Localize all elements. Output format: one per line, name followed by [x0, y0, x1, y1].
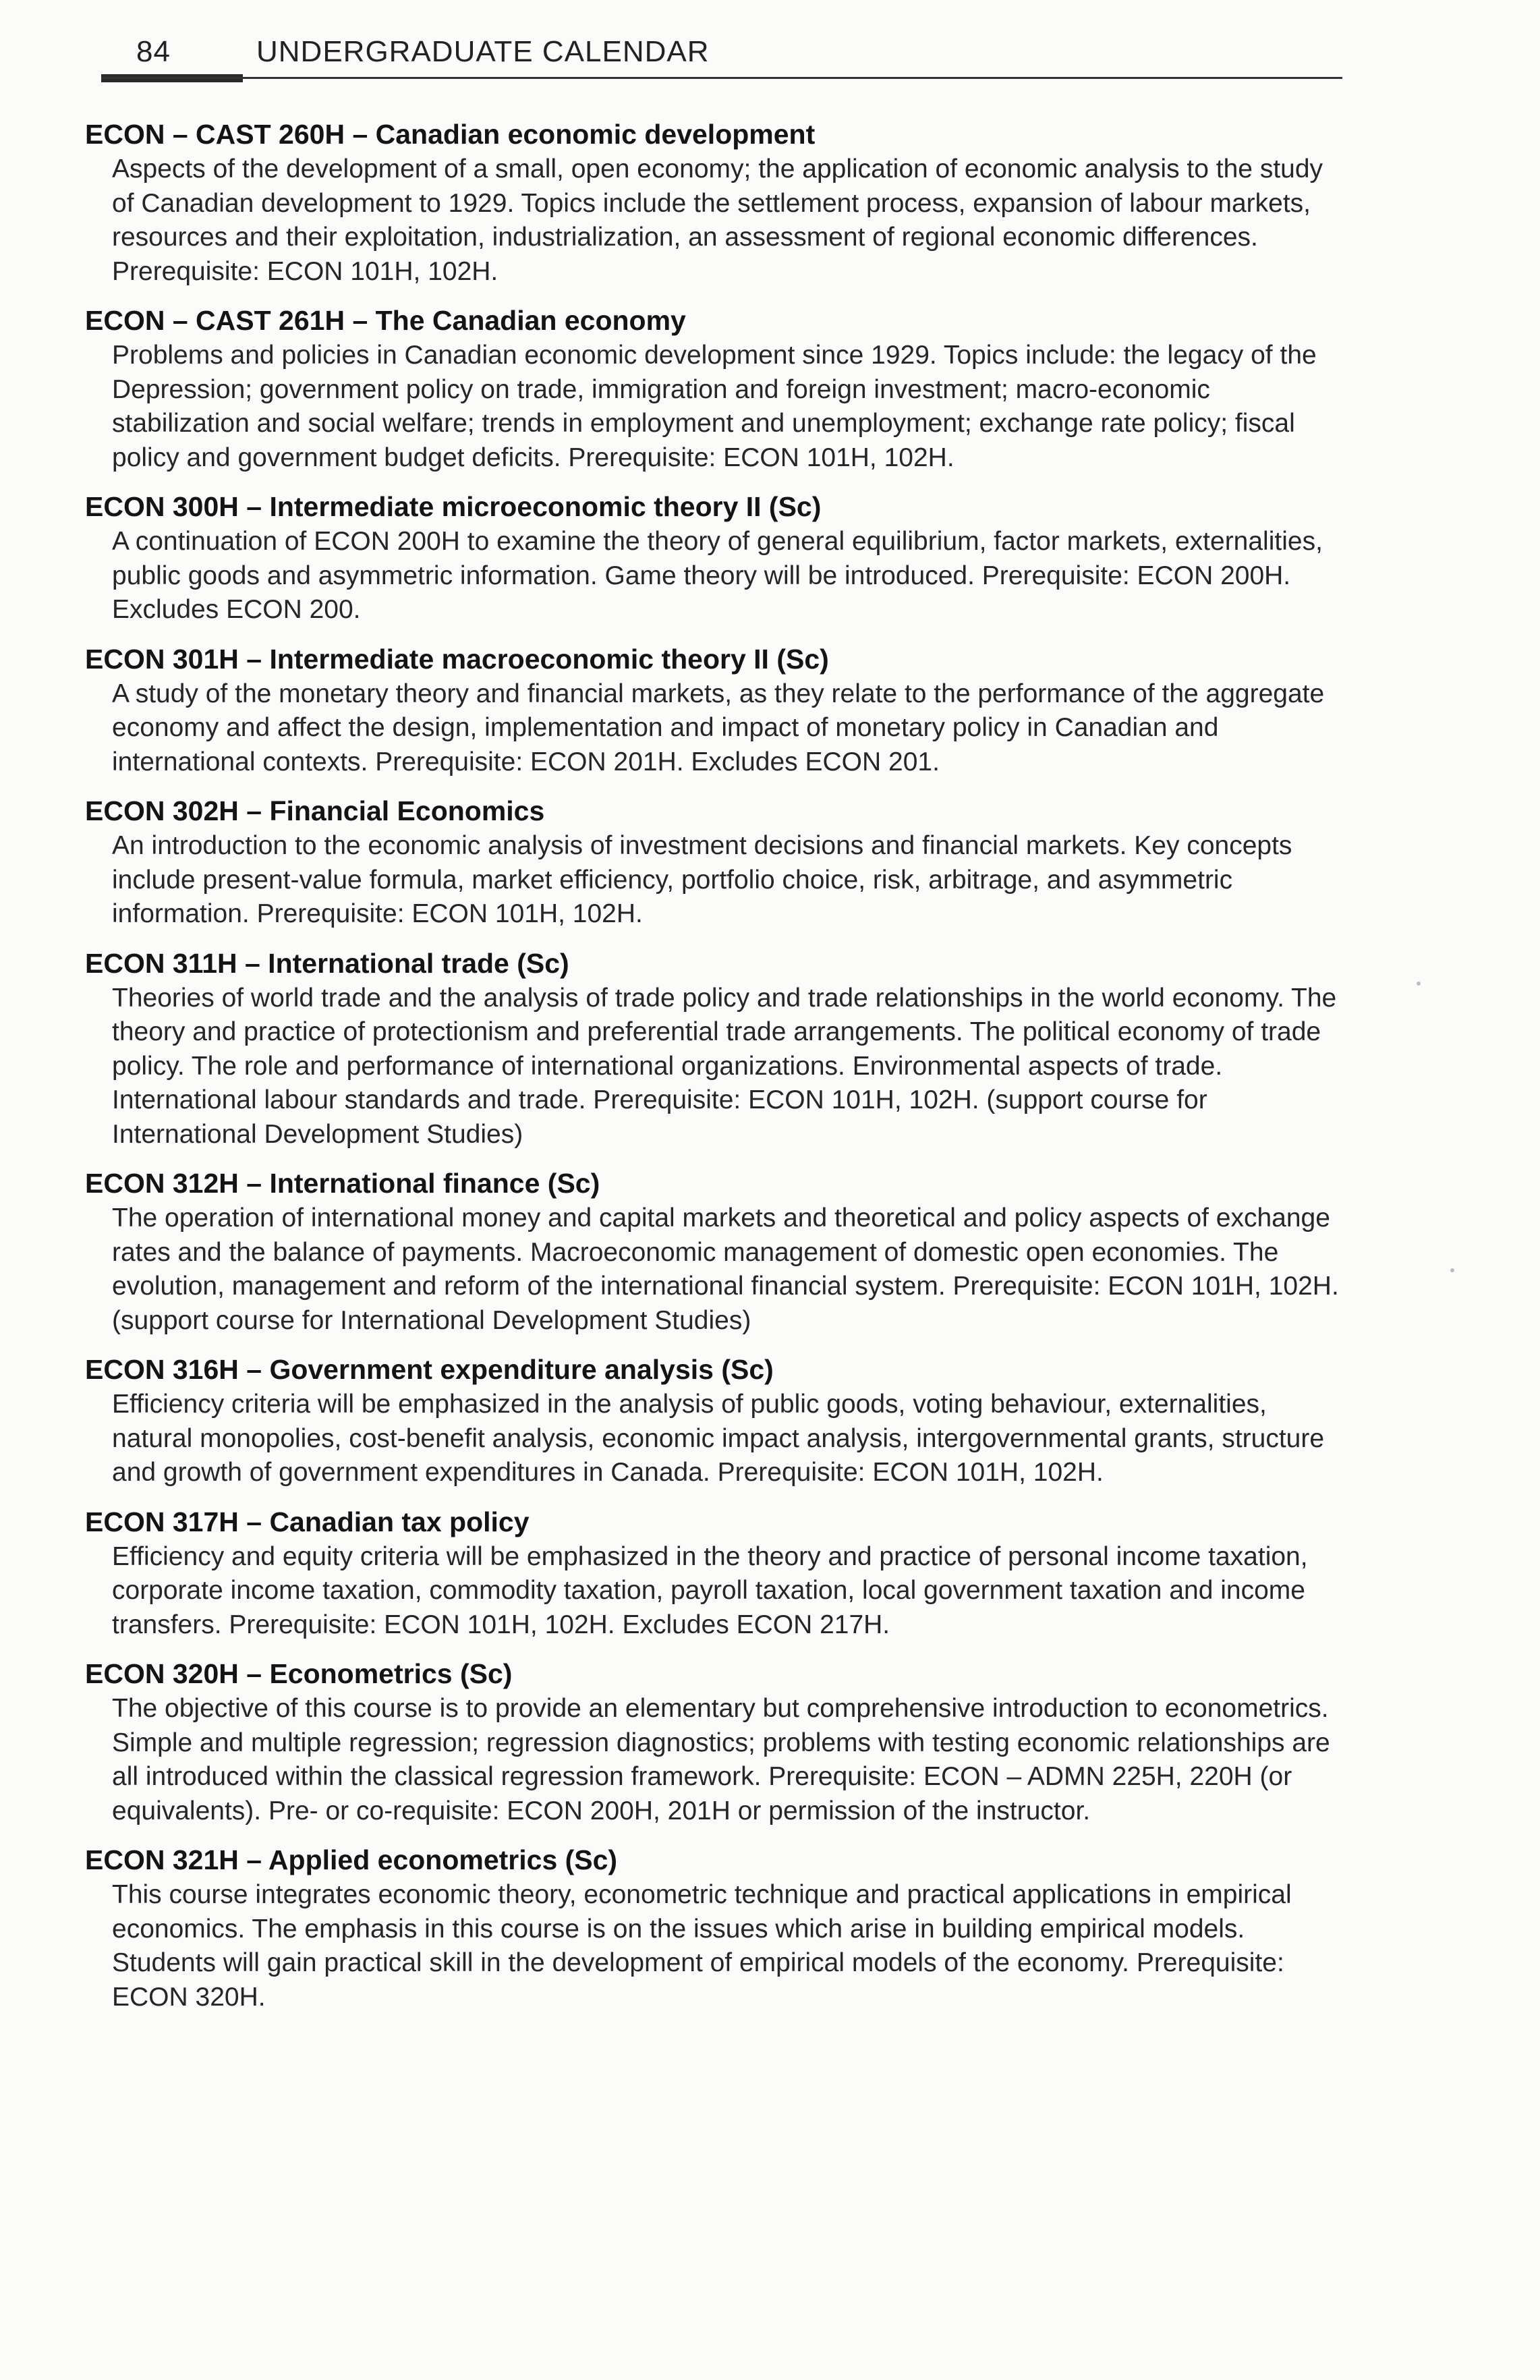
course-title: ECON – CAST 261H – The Canadian economy — [85, 305, 686, 336]
running-title: UNDERGRADUATE CALENDAR — [256, 35, 710, 68]
course-title: ECON 300H – Intermediate microeconomic theory II (Sc) — [85, 491, 822, 522]
page-number: 84 — [136, 35, 171, 68]
course-description: Efficiency and equity criteria will be emphasized in the theory and practice of personal income taxation, corporate income taxation, commodity taxation, payroll taxation, local government taxation and income transfers. Prerequisite: ECON 101H, 102H. Excludes ECON 217H. — [112, 1541, 1308, 1639]
course-title: ECON 301H – Intermediate macroeconomic theory II (Sc) — [85, 643, 829, 675]
course-list — [85, 116, 1340, 2028]
course-entry-econ-317h — [85, 1504, 1340, 1643]
course-entry-econ-cast-260h — [85, 116, 1340, 289]
course-description: Problems and policies in Canadian economic development since 1929. Topics include: the legacy of the Depression; government policy on trade, immigration and foreign investment; macro-economic stabilization and social welfare; trends in employment and unemployment; exchange rate policy; fiscal policy and government budget deficits. Prerequisite: ECON 101H, 102H. — [112, 341, 1317, 472]
course-entry-econ-311h — [85, 945, 1340, 1152]
course-description: This course integrates economic theory, econometric technique and practical applications in empirical economics. The emphasis in this course is on the issues which arise in building empirical models. Students will gain practical skill in the development of empirical models of the economy. Prerequisite: ECON 320H. — [112, 1880, 1292, 2012]
course-entry-econ-302h — [85, 793, 1340, 932]
course-entry-econ-321h — [85, 1842, 1340, 2014]
course-title: ECON – CAST 260H – Canadian economic development — [85, 119, 816, 150]
course-entry-econ-cast-261h — [85, 302, 1340, 475]
running-head — [101, 28, 1342, 82]
course-title: ECON 312H – International finance (Sc) — [85, 1168, 600, 1199]
course-description: The objective of this course is to provide an elementary but comprehensive introduction to econometrics. Simple and multiple regression; regression diagnostics; problems with testing economic relationships are all introduced within the classical regression framework. Prerequisite: ECON – ADMN 225H, 220H (or equivalents). Pre- or co-requisite: ECON 200H, 201H or permission of the instructor. — [112, 1694, 1330, 1825]
scan-speck — [1417, 982, 1421, 986]
course-title: ECON 320H – Econometrics (Sc) — [85, 1658, 513, 1689]
course-description: Aspects of the development of a small, open economy; the application of economic analysis to the study of Canadian development to 1929. Topics include the settlement process, expansion of labour markets, resources and their exploitation, industrialization, an assessment of regional economic differences. Prerequisite: ECON 101H, 102H. — [112, 154, 1323, 286]
course-title: ECON 311H – International trade (Sc) — [85, 947, 569, 979]
course-description: Efficiency criteria will be emphasized in the analysis of public goods, voting behaviour, externalities, natural monopolies, cost-benefit analysis, economic impact analysis, intergovernmental grants, structure and growth of government expenditures in Canada. Prerequisite: ECON 101H, 102H. — [112, 1390, 1325, 1487]
course-entry-econ-320h — [85, 1655, 1340, 1828]
course-description: An introduction to the economic analysis of investment decisions and financial markets. Key concepts include present-value formula, market efficiency, portfolio choice, risk, arbitrage, and asymmetric information. Prerequisite: ECON 101H, 102H. — [112, 831, 1292, 928]
course-title: ECON 316H – Government expenditure analysis (Sc) — [85, 1354, 774, 1385]
course-title: ECON 317H – Canadian tax policy — [85, 1506, 530, 1537]
course-description: Theories of world trade and the analysis of trade policy and trade relationships in the world economy. The theory and practice of protectionism and preferential trade arrangements. The political economy of trade policy. The role and performance of international organizations. Environmental aspects of trade. International labour standards and trade. Prerequisite: ECON 101H, 102H. (support course for International Development Studies) — [112, 983, 1337, 1149]
scan-speck — [1450, 1268, 1454, 1272]
course-description: A continuation of ECON 200H to examine the theory of general equilibrium, factor markets, externalities, public goods and asymmetric information. Game theory will be introduced. Prerequisite: ECON 200H. Excludes ECON 200. — [112, 527, 1323, 624]
course-entry-econ-316h — [85, 1351, 1340, 1490]
course-title: ECON 321H – Applied econometrics (Sc) — [85, 1844, 618, 1875]
course-entry-econ-301h — [85, 641, 1340, 780]
header-rule — [101, 77, 1342, 79]
course-entry-econ-300h — [85, 488, 1340, 627]
course-description: The operation of international money and capital markets and theoretical and policy aspects of exchange rates and the balance of payments. Macroeconomic management of domestic open economies. The evolution, management and reform of the international financial system. Prerequisite: ECON 101H, 102H. (support course for International Development Studies) — [112, 1203, 1339, 1335]
course-title: ECON 302H – Financial Economics — [85, 795, 545, 826]
course-entry-econ-312h — [85, 1165, 1340, 1338]
course-description: A study of the monetary theory and financial markets, as they relate to the performance of the aggregate economy and affect the design, implementation and impact of monetary policy in Canadian and international contexts. Prerequisite: ECON 201H. Excludes ECON 201. — [112, 679, 1325, 776]
